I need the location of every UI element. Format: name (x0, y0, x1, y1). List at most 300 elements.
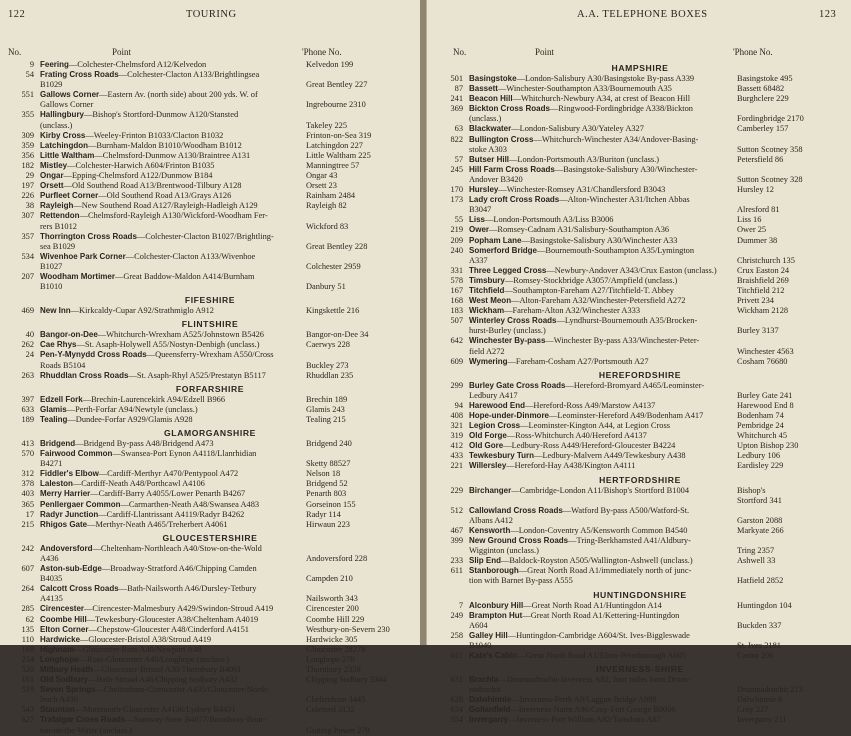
entry-route: —Dundee-Forfar A929/Glamis A928 (67, 414, 193, 424)
entry-route: —Great North Road A1/Kettering-Huntingdon (522, 610, 680, 620)
entry-route: Roads B5104 (40, 360, 86, 370)
entry-route: —Cardiff-Llantrissant A4119/Radyr B4262 (98, 509, 245, 519)
entry-number: 412 (450, 441, 463, 451)
entry-number: 299 (450, 380, 463, 390)
entry-name: Purfleet Corner (40, 191, 99, 201)
entry-number: 17 (25, 509, 34, 519)
entry-row (6, 520, 414, 530)
entry-point (469, 421, 733, 431)
entry-phone: Titchfield 212 (737, 285, 785, 295)
entry-number: 101 (21, 675, 34, 685)
entry-route: —Basingstoke-Salisbury A30/Winchester- (554, 164, 698, 174)
entry-point (40, 252, 302, 262)
entry-route: —Leominster-Kington A44, at Legion Cross (520, 421, 670, 431)
entry-name: Cirencester (40, 604, 85, 614)
entry-row (6, 675, 414, 685)
entry-number (6, 361, 40, 371)
entry-point (469, 576, 733, 586)
entry-row (435, 84, 845, 94)
entry-number (6, 242, 40, 252)
entry-row (435, 715, 845, 725)
entry-row (6, 665, 414, 675)
entry-number: 24 (25, 350, 34, 360)
entry-name: Beacon Hill (469, 94, 513, 104)
entry-route: —Merthyr-Neath A465/Treherbert A4061 (87, 519, 228, 529)
entry-name: Dalwhinnie (469, 695, 512, 705)
entry-number (6, 726, 40, 736)
entry-row (435, 546, 845, 556)
county-heading: HEREFORDSHIRE (598, 369, 682, 380)
entry-route: —Gloucester-Bristol A38/Thornbury B4061 (92, 664, 242, 674)
entry-point (40, 469, 302, 479)
entry-phone (302, 584, 414, 594)
entry-route: —Fareham-Alton A32/Winchester A333 (504, 306, 641, 316)
entry-route: —Alton-Winchester A31/Itchen Abbas (559, 195, 690, 205)
entry-point (40, 171, 302, 181)
entry-phone: Privett 234 (737, 296, 774, 306)
entry-route: —Brechin-Laurencekirk A94/Edzell B966 (82, 394, 226, 404)
entry-point (40, 350, 302, 360)
entry-route: —Colchester-Chelmsford A12/Kelvedon (68, 60, 207, 69)
entry-point (40, 340, 302, 350)
entry-phone: Huntingdon 104 (737, 600, 792, 610)
entry-phone: Burley Gate 241 (737, 390, 793, 400)
entry-point (469, 381, 733, 391)
entry-point (40, 584, 302, 594)
left-head-title: TOURING (186, 9, 237, 20)
entry-row (435, 391, 845, 401)
entry-number (435, 496, 469, 506)
entry-phone: Hirwaun 223 (306, 519, 350, 529)
entry-phone (733, 316, 845, 326)
entry-number: 512 (450, 505, 463, 515)
entry-number: 87 (454, 84, 463, 94)
entry-row (6, 222, 414, 232)
entry-route: A4135 (40, 594, 63, 604)
entry-number (6, 262, 40, 272)
entry-point (469, 256, 733, 266)
entry-phone: Alresford 81 (737, 205, 780, 215)
entry-phone: Eardisley 229 (737, 461, 784, 471)
entry-point (469, 431, 733, 441)
entry-row (435, 675, 845, 685)
entry-route: —Old Southend Road A13/Brentwood-Tilbury A128 (63, 181, 242, 191)
entry-point (469, 296, 733, 306)
entry-phone (733, 611, 845, 621)
entry-number: 168 (450, 296, 463, 306)
entry-name: Aston-sub-Edge (40, 564, 102, 574)
entry-point (40, 100, 302, 110)
entry-row (6, 191, 414, 201)
entry-row (435, 461, 845, 471)
entry-phone: Pembridge 24 (737, 421, 784, 431)
entry-point (40, 330, 302, 340)
entry-number (435, 391, 469, 401)
entry-point (469, 631, 733, 641)
entry-number: 241 (450, 94, 463, 104)
entry-row (6, 60, 414, 70)
entry-point (469, 336, 733, 346)
entry-row (435, 104, 845, 114)
entry-number (435, 326, 469, 336)
entry-row (435, 94, 845, 104)
entry-route: —Great Baddow-Maldon A414/Burnham (114, 271, 255, 281)
entry-name: Merry Harrier (40, 489, 91, 499)
entry-point (469, 496, 733, 506)
entry-number: 469 (21, 306, 34, 316)
entry-point (40, 181, 302, 191)
entry-route: —Whitchurch-Winchester A34/Andover-Basing- (533, 134, 699, 144)
entry-number: 173 (450, 195, 463, 205)
entry-route: —Cardiff-Barry A4055/Lower Penarth B4267 (90, 489, 246, 499)
entry-phone (302, 685, 414, 695)
entry-phone: Markyate 266 (737, 525, 784, 535)
entry-phone: Bridgend 240 (306, 439, 352, 448)
entry-phone: Ashwell 33 (737, 556, 776, 566)
entry-route: —Cardiff-Merthyr A470/Pentypool A472 (98, 469, 239, 479)
entry-point (469, 705, 733, 715)
entry-row (6, 604, 414, 614)
right-col-phone: 'Phone No. (733, 47, 773, 57)
entry-name: Burley Gate Cross Roads (469, 380, 566, 390)
entry-number: 233 (450, 556, 463, 566)
entry-number: 570 (21, 449, 34, 459)
entry-number: 245 (450, 164, 463, 174)
entry-route: stoke A303 (469, 144, 507, 154)
entry-phone: Caerwys 228 (306, 340, 350, 350)
entry-number (435, 347, 469, 357)
entry-row (435, 651, 845, 661)
entry-name: Calcott Cross Roads (40, 584, 119, 594)
entry-point (469, 276, 733, 286)
entry-number: 135 (21, 624, 34, 634)
entry-phone: Croy 227 (737, 705, 769, 715)
entry-number: 215 (21, 519, 34, 529)
entry-route: —New Southend Road A127/Rayleigh-Hadleigh A129 (73, 201, 258, 211)
entry-route: —Kirkcaldy-Cupar A92/Strathmiglo A912 (70, 306, 214, 316)
entry-route: —Cardiff-Neath A48/Porthcawl A4106 (72, 479, 205, 489)
entry-number: 611 (450, 650, 463, 660)
entry-name: Basingstoke (469, 74, 517, 83)
entry-name: Bangor-on-Dee (40, 330, 98, 340)
entry-phone: Nailsworth 343 (306, 594, 358, 604)
entry-number: 321 (450, 421, 463, 431)
entry-name: Hallingbury (40, 110, 85, 120)
entry-point (469, 165, 733, 175)
entry-phone: Invergarry 211 (737, 715, 787, 725)
entry-phone: Ongar 43 (306, 171, 338, 181)
entry-route: B1010 (40, 282, 63, 292)
entry-point (469, 461, 733, 471)
entry-route: —Watford By-pass A500/Watford-St. (562, 505, 690, 515)
entry-row (6, 449, 414, 459)
entry-point (469, 506, 733, 516)
entry-number: 356 (21, 150, 34, 160)
entry-route: —Winchester By-pass A33/Winchester-Peter- (545, 336, 700, 346)
entry-name: Legion Cross (469, 421, 521, 431)
entry-phone: Bishop's (737, 485, 766, 495)
entry-row (435, 205, 845, 215)
entry-number (435, 641, 469, 651)
county-heading: HUNTINGDONSHIRE (593, 589, 687, 600)
entry-number (6, 80, 40, 90)
county-heading: FIFESHIRE (184, 295, 236, 306)
entry-name: Timsbury (469, 275, 505, 285)
entry-row (6, 90, 414, 100)
entry-number: 94 (454, 400, 463, 410)
entry-route: B3047 (469, 205, 492, 215)
entry-name: Callowland Cross Roads (469, 505, 563, 515)
entry-name: Liss (469, 215, 486, 225)
entry-route: —Newbury-Andover A343/Crux Easton (unclass.) (546, 265, 717, 275)
entry-point (40, 554, 302, 564)
entry-route: —Ross-Whitchurch A40/Hereford A4137 (506, 431, 647, 441)
entry-phone: Frinton-on-Sea 319 (306, 130, 372, 140)
entry-row (6, 554, 414, 564)
entry-phone: Hardwicke 305 (306, 634, 358, 644)
entry-row (6, 232, 414, 242)
entry-phone: Latchingdon 227 (306, 140, 363, 150)
entry-point (469, 411, 733, 421)
entry-point (40, 604, 302, 614)
entry-phone: Buckden 337 (737, 620, 782, 630)
entry-number: 226 (21, 191, 34, 201)
entry-number: 642 (450, 336, 463, 346)
entry-number: 369 (450, 104, 463, 114)
entry-route: —Great North Road A1/Huntingdon A14 (523, 600, 662, 610)
entry-row (6, 564, 414, 574)
entry-phone: Crux Easton 24 (737, 265, 790, 275)
entry-row (435, 685, 845, 695)
left-entries-list (6, 60, 414, 736)
entry-route: —Inverness-Perth A9/Laggan Bridge A889 (511, 695, 657, 705)
right-col-no: No. (453, 47, 467, 57)
entry-number: 209 (450, 235, 463, 245)
entry-number: 399 (450, 536, 463, 546)
entry-number: 631 (450, 675, 463, 685)
entry-phone: Sutton Scotney 358 (737, 144, 803, 154)
entry-name: Somerford Bridge (469, 245, 538, 255)
entry-route: —Swansea-Port Eynon A4118/Llanrhidian (112, 449, 257, 459)
entry-point (469, 611, 733, 621)
entry-name: Coombe Hill (40, 614, 87, 624)
entry-number (6, 100, 40, 110)
entry-number: 534 (21, 251, 34, 261)
entry-route: —Ringwood-Fordingbridge A338/Bickton (549, 104, 693, 114)
entry-phone: Tealing 215 (306, 414, 346, 424)
entry-row (6, 574, 414, 584)
entry-row (6, 121, 414, 131)
entry-route: —Alton-Fareham A32/Winchester-Petersfield A272 (511, 296, 686, 306)
entry-route: —Gloucester-Bristol A38/Stroud A419 (80, 634, 212, 644)
entry-name: Frating Cross Roads (40, 70, 119, 80)
entry-number (6, 222, 40, 232)
entry-phone: Kingskettle 216 (306, 306, 360, 316)
entry-phone (302, 564, 414, 574)
entry-number (6, 594, 40, 604)
entry-route: —Bishop's Stortford-Dunmow A120/Stansted (84, 110, 239, 120)
entry-route: rers B1012 (40, 221, 77, 231)
entry-route: —Gloucester-Ross A40/Newport A48 (74, 644, 202, 654)
entry-point (40, 262, 302, 272)
entry-row (6, 500, 414, 510)
entry-name: Wymering (469, 356, 508, 366)
entry-number: 38 (25, 201, 34, 211)
entry-row (435, 566, 845, 576)
entry-row (6, 635, 414, 645)
entry-phone: Sutton Scotney 328 (737, 174, 803, 184)
entry-name: Winchester By-pass (469, 336, 546, 346)
entry-point (40, 544, 302, 554)
entry-phone (302, 350, 414, 360)
entry-row (435, 621, 845, 631)
entry-point (40, 574, 302, 584)
right-page-number: 123 (819, 9, 837, 20)
entry-point (40, 211, 302, 221)
entry-number: 609 (450, 356, 463, 366)
entry-point (40, 306, 302, 316)
entry-phone: Ledbury 106 (737, 451, 781, 461)
entry-phone (733, 506, 845, 516)
entry-route: —Ledbury-Ross A449/Hereford-Gloucester B4224 (503, 441, 676, 451)
entry-phone (302, 90, 414, 100)
entry-phone: Westbury-on-Severn 230 (306, 624, 390, 634)
entry-point (40, 449, 302, 459)
entry-phone: Coleford 3132 (306, 705, 355, 715)
entry-route: B1040 (469, 640, 492, 650)
entry-point (469, 286, 733, 296)
county-heading: GLOUCESTERSHIRE (162, 532, 258, 543)
entry-name: Stanborough (469, 566, 519, 576)
entry-row (435, 556, 845, 566)
entry-row (6, 181, 414, 191)
entry-row (435, 431, 845, 441)
entry-point (40, 655, 302, 665)
entry-row (6, 151, 414, 161)
entry-point (40, 361, 302, 371)
entry-phone: Glamis 243 (306, 404, 345, 414)
entry-phone: Rhuddlan 235 (306, 370, 354, 380)
entry-row (435, 155, 845, 165)
entry-point (40, 232, 302, 242)
entry-name: Bridgend (40, 439, 76, 448)
entry-phone (733, 631, 845, 641)
entry-number: 263 (21, 370, 34, 380)
entry-point (40, 645, 302, 655)
entry-phone (302, 232, 414, 242)
entry-route: —Inverness-Port William A82/Tomdoun A87 (508, 715, 661, 725)
entry-route: —Chepstow-Gloucester A48/Cinderford A4151 (88, 624, 249, 634)
entry-point (469, 516, 733, 526)
entry-phone (302, 211, 414, 221)
entry-point (469, 205, 733, 215)
entry-row (435, 611, 845, 621)
entry-point (40, 60, 302, 70)
entry-number: 110 (21, 634, 34, 644)
entry-phone: Kelvedon 199 (306, 60, 354, 69)
entry-route: —Queensferry-Wrexham A550/Cross (146, 350, 274, 360)
entry-phone (733, 104, 845, 114)
entry-row (6, 625, 414, 635)
entry-phone: Basingstoke 495 (737, 74, 793, 83)
entry-route: —Colchester-Clacton A133/Brightlingsea (118, 70, 260, 80)
entry-point (40, 151, 302, 161)
entry-number (435, 516, 469, 526)
entry-number (435, 685, 469, 695)
entry-name: Mistley (40, 160, 68, 170)
entry-name: Orsett (40, 181, 64, 191)
entry-row (435, 705, 845, 715)
entry-name: Trafalgar Cross Roads (40, 715, 126, 725)
entry-route: Wigginton (unclass.) (469, 546, 539, 556)
entry-phone: Harewood End 8 (737, 400, 794, 410)
entry-route: —Hereford-Hay A438/Kington A4111 (506, 461, 636, 471)
entry-point (40, 272, 302, 282)
entry-name: Wickham (469, 306, 505, 316)
entry-point (40, 520, 302, 530)
entry-row (6, 655, 414, 665)
entry-point (40, 282, 302, 292)
entry-number (6, 459, 40, 469)
entry-phone: Manningtree 57 (306, 160, 360, 170)
entry-point (40, 191, 302, 201)
entry-route: hurst-Burley (unclass.) (469, 326, 546, 336)
entry-phone: Takeley 225 (306, 120, 348, 130)
entry-phone: Great Bentley 227 (306, 80, 368, 90)
entry-row (6, 594, 414, 604)
left-page-number: 122 (8, 9, 26, 20)
entry-phone (733, 675, 845, 685)
entry-row (6, 395, 414, 405)
entry-row (435, 486, 845, 496)
entry-route: —Ledbury-Malvern A449/Tewkesbury A438 (534, 451, 686, 461)
entry-number: 627 (21, 715, 34, 725)
entry-point (40, 80, 302, 90)
entry-number: 57 (454, 154, 463, 164)
entry-number: 359 (21, 140, 34, 150)
entry-point (40, 131, 302, 141)
entry-point (469, 441, 733, 451)
entry-name: Tealing (40, 414, 68, 424)
entry-name: Birchanger (469, 485, 512, 495)
entry-name: Kirby Cross (40, 130, 86, 140)
entry-point (469, 486, 733, 496)
entry-row (6, 350, 414, 360)
entry-number: 378 (21, 479, 34, 489)
right-entries-list (435, 60, 845, 726)
right-col-point: Point (535, 47, 555, 57)
entry-row (6, 371, 414, 381)
entry-phone (302, 544, 414, 554)
entry-number: 62 (25, 614, 34, 624)
entry-route: —Lyndhurst-Bournemouth A35/Brocken- (556, 316, 698, 326)
entry-point (469, 641, 733, 651)
entry-point (469, 451, 733, 461)
entry-phone (302, 70, 414, 80)
entry-name: Titchfield (469, 285, 505, 295)
entry-row (435, 316, 845, 326)
entry-name: Lady croft Cross Roads (469, 195, 560, 205)
entry-point (469, 347, 733, 357)
entry-phone: Tring 2357 (737, 546, 775, 556)
entry-route: (unclass.) (40, 120, 73, 130)
entry-row (435, 185, 845, 195)
county-heading: INVERNESS-SHIRE (596, 664, 684, 675)
entry-phone: Orsett 23 (306, 181, 337, 191)
entry-name: Ongar (40, 171, 64, 181)
entry-name: Kate's Cabin (469, 650, 518, 660)
entry-row (435, 347, 845, 357)
